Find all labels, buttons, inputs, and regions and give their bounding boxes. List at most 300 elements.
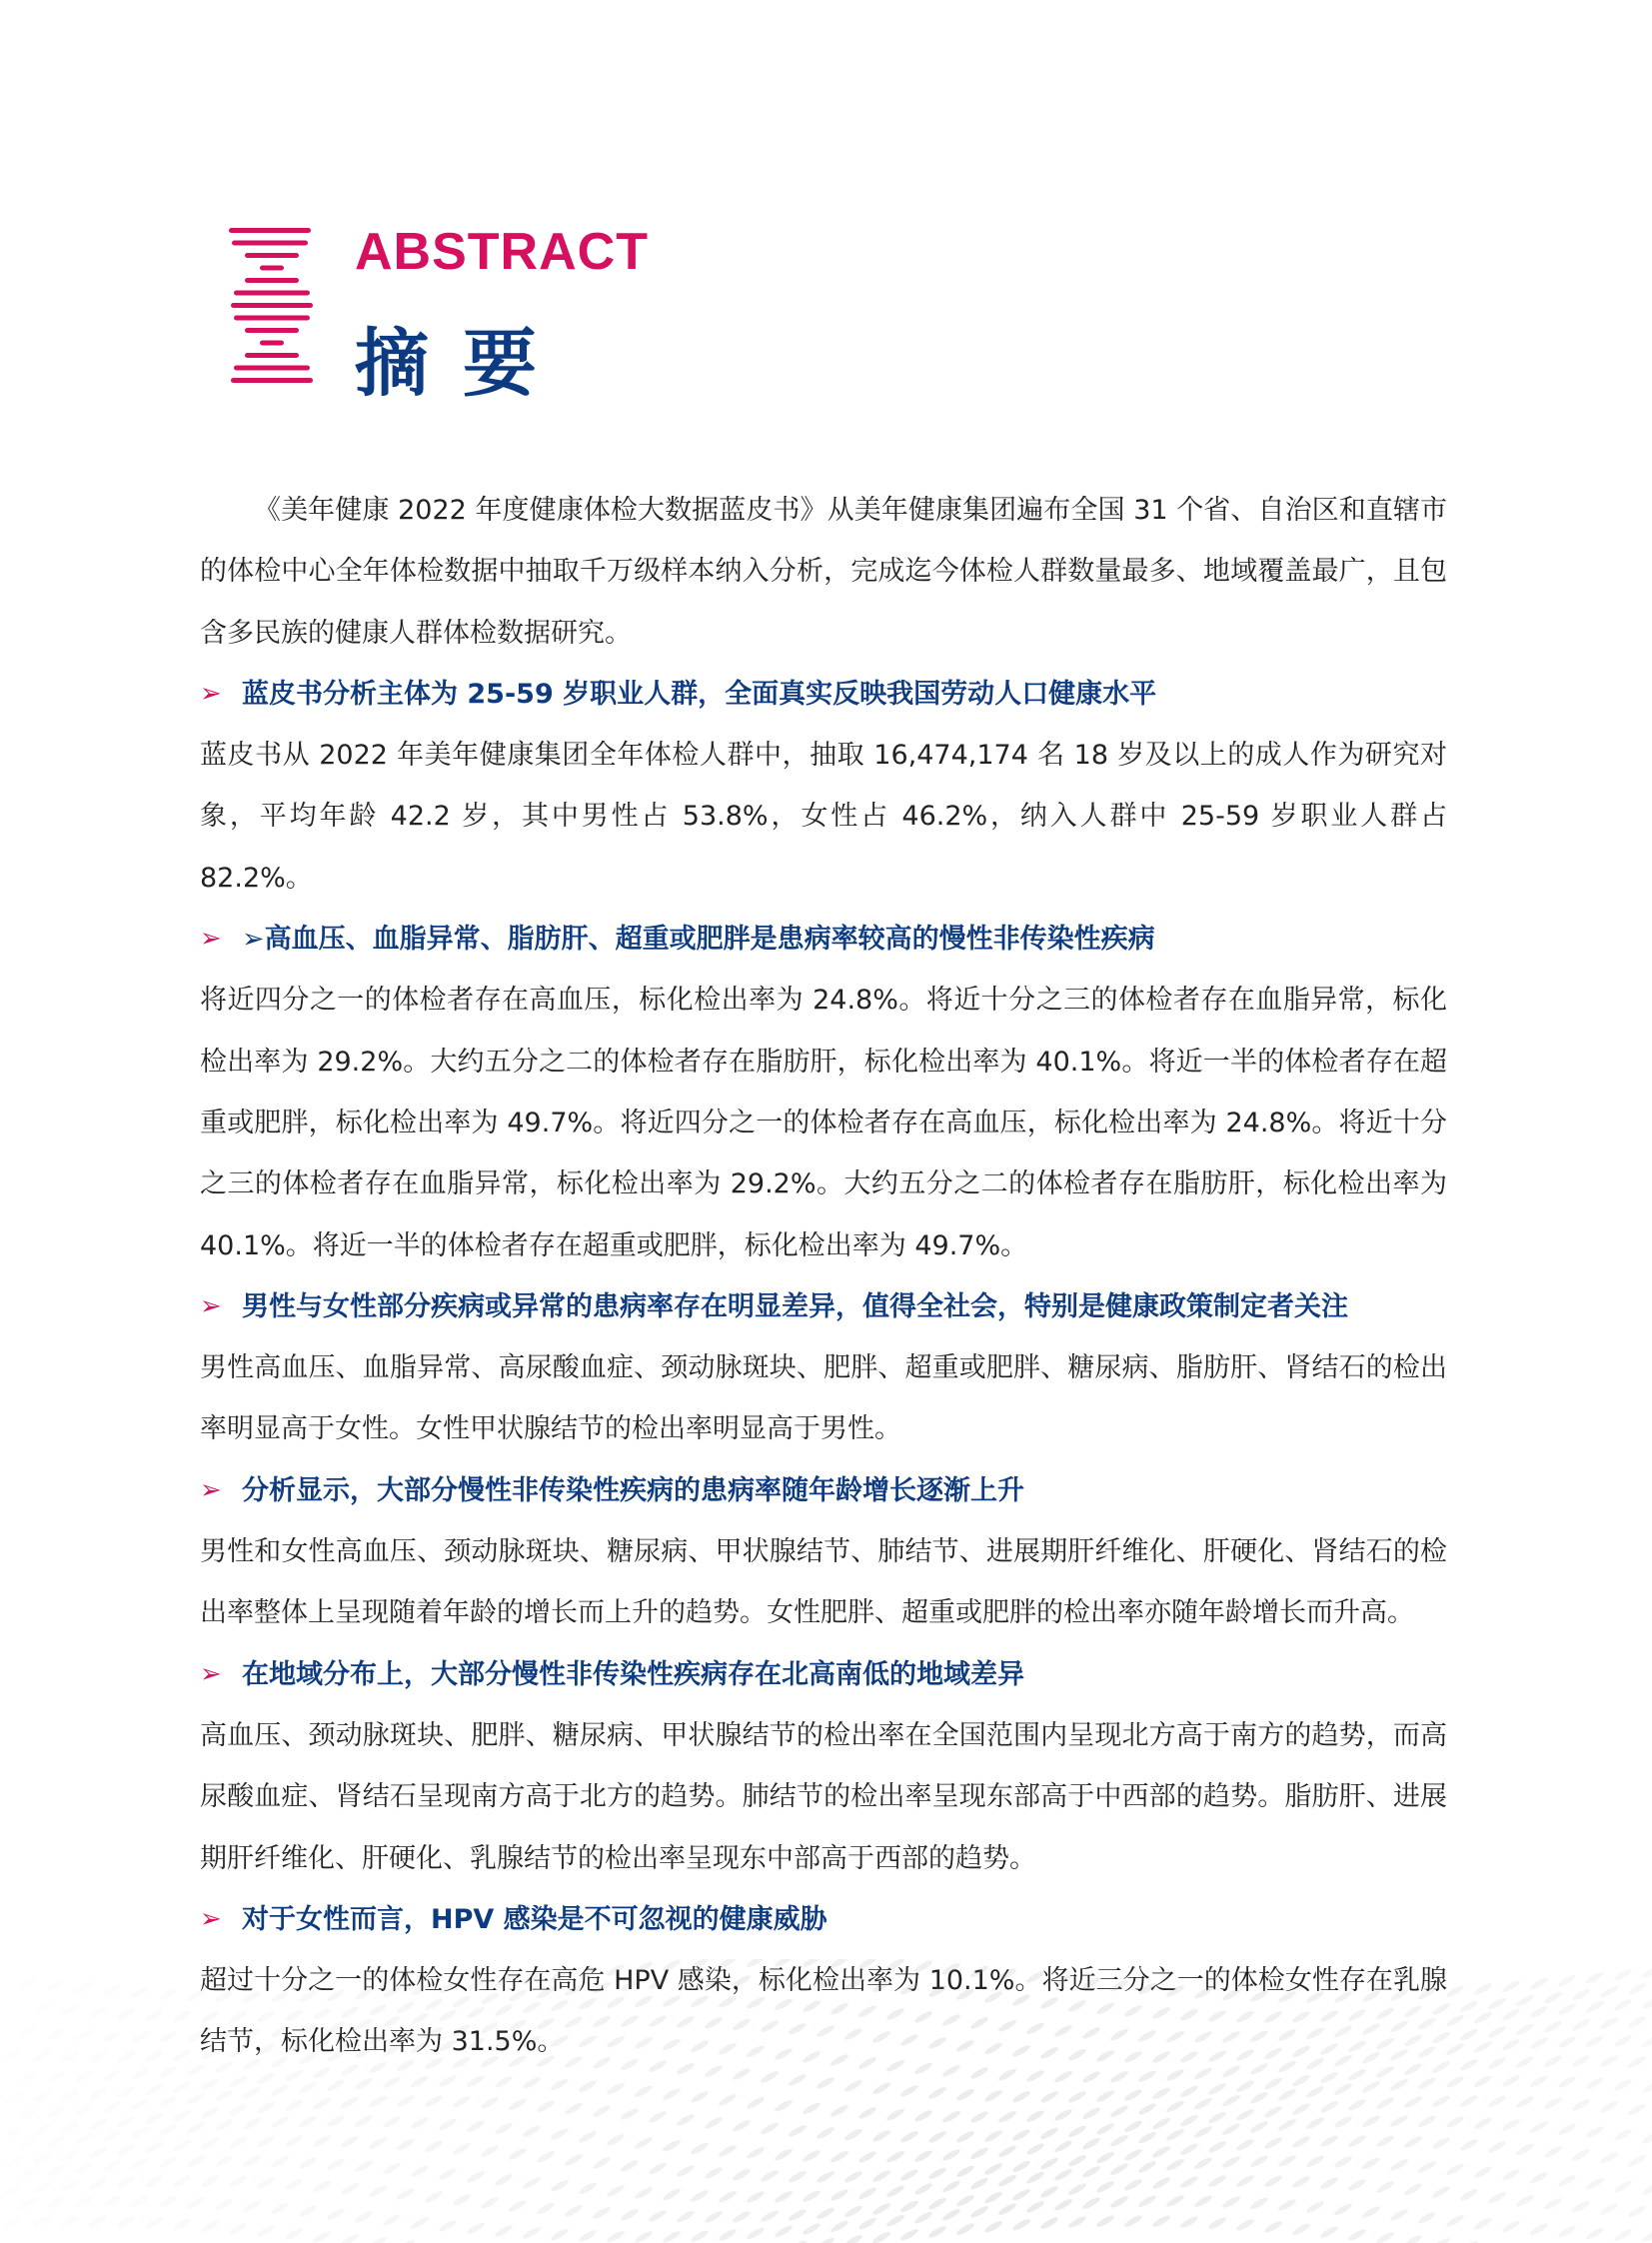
wave-dot: [690, 2188, 710, 2203]
wave-dot: [130, 2097, 150, 2112]
wave-dot: [494, 2074, 514, 2089]
wave-dot: [788, 2123, 808, 2138]
wave-dot: [816, 2236, 835, 2243]
wave-dot: [522, 2075, 542, 2090]
wave-dot: [983, 2219, 1003, 2234]
wave-dot: [1543, 2019, 1563, 2034]
wave-dot: [788, 2207, 808, 2222]
wave-dot: [1599, 1984, 1619, 1999]
wave-dot: [298, 2204, 318, 2219]
wave-dot: [382, 1984, 402, 1999]
wave-dot: [172, 2217, 192, 2232]
wave-dot: [843, 2078, 863, 2093]
wave-dot: [564, 2203, 584, 2218]
wave-dot: [116, 2049, 136, 2064]
wave-dot: [74, 2102, 94, 2117]
wave-dot: [1431, 2184, 1451, 2199]
wave-dot: [1109, 2194, 1129, 2209]
wave-dot: [1445, 2074, 1465, 2089]
wave-dot: [634, 2229, 654, 2243]
wave-dot: [1067, 2124, 1087, 2139]
wave-dot: [270, 2024, 290, 2039]
wave-dot: [1543, 2196, 1563, 2211]
wave-dot: [704, 2165, 724, 2180]
arrow-bullet-icon: ➢: [200, 1290, 222, 1321]
wave-dot: [74, 2194, 94, 2209]
wave-dot: [1137, 2069, 1157, 2084]
wave-dot: [774, 1997, 794, 2012]
wave-dot: [550, 2033, 570, 2048]
wave-dot: [606, 2132, 626, 2147]
wave-dot: [1389, 2019, 1409, 2034]
wave-dot: [1305, 2056, 1325, 2071]
wave-dot: [1333, 2202, 1353, 2217]
wave-dot: [494, 1974, 514, 1989]
wave-dot: [1515, 2054, 1535, 2069]
wave-dot: [843, 2026, 863, 2041]
wave-dot: [969, 2109, 989, 2124]
wave-dot: [1137, 2159, 1157, 2174]
wave-dot: [1613, 2077, 1633, 2092]
wave-dot: [829, 2052, 849, 2067]
wave-dot: [1179, 2142, 1199, 2157]
wave-dot: [1123, 2049, 1143, 2064]
wave-dot: [1417, 2159, 1437, 2174]
wave-dot: [1207, 2139, 1227, 2154]
wave-dot: [1389, 2113, 1409, 2128]
wave-dot: [18, 2106, 38, 2121]
wave-dot: [1627, 2054, 1647, 2069]
wave-dot: [46, 2069, 66, 2084]
wave-dot: [102, 2158, 122, 2173]
wave-dot: [1305, 2084, 1325, 2099]
wave-dot: [732, 2118, 752, 2133]
wave-dot: [256, 2100, 276, 2115]
wave-dot: [298, 2155, 318, 2170]
wave-dot: [396, 2137, 416, 2152]
wave-dot: [983, 2129, 1003, 2144]
wave-dot: [1571, 2147, 1591, 2162]
wave-dot: [606, 2229, 626, 2243]
wave-dot: [1151, 2214, 1171, 2229]
wave-dot: [144, 2049, 164, 2064]
wave-dot: [508, 2146, 528, 2161]
wave-dot: [1039, 2156, 1059, 2171]
wave-dot: [1571, 1987, 1591, 2002]
wave-dot: [1151, 2086, 1171, 2101]
wave-dot: [1347, 2039, 1367, 2054]
wave-dot: [1319, 2009, 1339, 2024]
wave-dot: [1431, 2136, 1451, 2151]
wave-dot: [899, 2129, 919, 2144]
wave-dot: [228, 2074, 248, 2089]
wave-dot: [983, 2190, 1003, 2205]
wave-dot: [1431, 2059, 1451, 2074]
wave-dot: [1599, 2054, 1619, 2069]
wave-dot: [1529, 2004, 1549, 2019]
wave-dot: [424, 2094, 444, 2109]
wave-dot: [913, 2108, 933, 2123]
wave-dot: [1053, 2139, 1073, 2154]
wave-dot: [816, 2075, 835, 2090]
wave-dot: [1081, 2106, 1101, 2121]
wave-dot: [899, 2199, 919, 2214]
wave-dot: [1263, 2136, 1283, 2151]
wave-dot: [941, 2207, 961, 2222]
wave-dot: [410, 2040, 430, 2055]
wave-dot: [74, 2028, 94, 2043]
wave-dot: [270, 2201, 290, 2216]
wave-dot: [172, 2173, 192, 2188]
section-heading: [200, 1460, 1447, 1521]
wave-dot: [368, 2235, 388, 2243]
wave-dot: [1151, 2049, 1171, 2064]
wave-dot: [1025, 2068, 1045, 2083]
wave-dot: [802, 2049, 822, 2064]
wave-dot: [452, 2192, 472, 2207]
section-heading: [200, 1889, 1447, 1950]
wave-dot: [186, 2091, 206, 2106]
wave-dot: [410, 2074, 430, 2089]
wave-dot: [1599, 2016, 1619, 2031]
wave-dot: [662, 1959, 682, 1973]
wave-dot: [60, 2120, 80, 2135]
wave-dot: [704, 2115, 724, 2130]
wave-dot: [1557, 2002, 1577, 2017]
wave-dot: [746, 1995, 766, 2010]
wave-dot: [424, 2025, 444, 2040]
section-body: 将近四分之一的体检者存在高血压，标化检出率为 24.8%。将近十分之三的体检者存在血脂异常，标化检出率为 29.2%。大约五分之二的体检者存在脂肪肝，标化检出率为 40.1%。将近一半的体检者存在超重或肥胖，标化检出率为 49.7%。将近四分之一的体检者存在高血压，标化检出率为 24.8%。将近十分之三的体检者存在血脂异常，标化检出率为 29.2%。大约五分之二的体检者存在脂肪肝，标化检出率为 40.1%。将近一半的体检者存在超重或肥胖，标化检出率为 49.7%。: [200, 985, 1447, 1261]
wave-dot: [298, 2022, 318, 2037]
wave-dot: [1641, 2079, 1652, 2094]
wave-dot: [829, 2149, 849, 2164]
wave-dot: [899, 1981, 919, 1996]
wave-dot: [270, 2082, 290, 2097]
wave-dot: [1025, 2109, 1045, 2124]
wave-dot: [774, 2224, 794, 2239]
wave-dot: [270, 2154, 290, 2169]
wave-dot: [941, 2063, 961, 2078]
wave-dot: [60, 2003, 80, 2018]
wave-dot: [242, 2085, 262, 2100]
wave-dot: [578, 2034, 598, 2049]
wave-dot: [1039, 2216, 1059, 2231]
wave-dot: [1417, 2114, 1437, 2129]
wave-dot: [1501, 2117, 1521, 2132]
wave-dot: [1263, 2104, 1283, 2119]
wave-dot: [969, 2015, 989, 2030]
wave-dot: [1151, 2176, 1171, 2191]
wave-dot: [46, 1977, 66, 1992]
wave-dot: [410, 2011, 430, 2026]
wave-dot: [1375, 2064, 1395, 2079]
wave-dot: [284, 2098, 304, 2113]
wave-dot: [1179, 2174, 1199, 2189]
wave-dot: [760, 1974, 780, 1989]
wave-dot: [340, 2095, 360, 2110]
wave-dot: [1403, 2004, 1423, 2019]
wave-dot: [452, 2022, 472, 2037]
wave-dot: [60, 2148, 80, 2163]
wave-dot: [88, 2176, 108, 2191]
wave-dot: [480, 2195, 500, 2210]
wave-dot: [466, 2074, 486, 2089]
wave-dot: [634, 1994, 654, 2009]
wave-dot: [1067, 1998, 1087, 2013]
wave-dot: [634, 2084, 654, 2099]
wave-dot: [885, 1959, 905, 1972]
wave-dot: [1557, 2074, 1577, 2089]
wave-dot: [18, 1974, 38, 1989]
wave-dot: [1613, 1967, 1633, 1982]
wave-dot: [1375, 2230, 1395, 2243]
wave-dot: [326, 2206, 346, 2221]
wave-dot: [396, 2058, 416, 2073]
wave-dot: [1613, 2127, 1633, 2142]
wave-dot: [774, 2098, 794, 2113]
wave-dot: [913, 2210, 933, 2225]
wave-dot: [1025, 2021, 1045, 2036]
wave-dot: [1613, 2179, 1633, 2194]
wave-dot: [466, 2036, 486, 2051]
wave-dot: [1361, 2114, 1381, 2129]
wave-dot: [326, 2113, 346, 2128]
wave-dot: [74, 1980, 94, 1995]
wave-dot: [494, 2121, 514, 2136]
wave-dot: [913, 2061, 933, 2076]
wave-dot: [74, 2160, 94, 2175]
wave-dot: [927, 2035, 947, 2050]
wave-dot: [871, 2081, 891, 2096]
wave-dot: [648, 2161, 668, 2176]
wave-dot: [690, 2141, 710, 2156]
wave-dot: [4, 2047, 24, 2062]
wave-dot: [522, 1971, 542, 1986]
wave-dot: [522, 2175, 542, 2190]
wave-dot: [1599, 2150, 1619, 2165]
wave-dot: [1039, 2045, 1059, 2060]
wave-dot: [690, 1994, 710, 2009]
wave-dot: [564, 1982, 584, 1997]
wave-dot: [1501, 2167, 1521, 2182]
wave-dot: [1361, 2204, 1381, 2219]
wave-dot: [1081, 2025, 1101, 2040]
wave-dot: [1305, 2154, 1325, 2169]
wave-dot: [326, 2157, 346, 2172]
wave-dot: [494, 2223, 514, 2238]
wave-dot: [158, 2064, 178, 2079]
abstract-content: [200, 480, 1447, 2073]
wave-dot: [1207, 2216, 1227, 2231]
wave-dot: [186, 2062, 206, 2077]
wave-dot: [1207, 2008, 1227, 2023]
wave-dot: [1501, 2007, 1521, 2022]
wave-dot: [312, 2179, 332, 2194]
wave-dot: [1053, 2023, 1073, 2038]
wave-dot: [690, 2229, 710, 2243]
wave-dot: [536, 1985, 556, 2000]
wave-dot: [1543, 2096, 1563, 2111]
wave-dot: [172, 2080, 192, 2095]
wave-dot: [480, 2144, 500, 2159]
wave-dot: [760, 2019, 780, 2034]
wave-dot: [969, 2176, 989, 2191]
wave-dot: [438, 2008, 458, 2023]
wave-dot: [214, 2153, 234, 2168]
wave-dot: [1067, 2047, 1087, 2062]
wave-dot: [788, 2021, 808, 2036]
wave-dot: [158, 2155, 178, 2170]
wave-dot: [186, 2154, 206, 2169]
wave-dot: [116, 2214, 136, 2229]
wave-dot: [214, 2118, 234, 2133]
wave-dot: [1515, 2022, 1535, 2037]
wave-dot: [186, 2029, 206, 2044]
wave-dot: [578, 2079, 598, 2094]
wave-dot: [704, 1974, 724, 1989]
wave-dot: [1557, 1973, 1577, 1988]
wave-dot: [298, 2051, 318, 2066]
wave-dot: [760, 2069, 780, 2084]
wave-dot: [1249, 2119, 1269, 2134]
wave-dot: [1011, 2159, 1031, 2174]
wave-dot: [899, 2167, 919, 2182]
wave-dot: [1585, 2076, 1605, 2091]
wave-dot: [340, 2181, 360, 2196]
wave-dot: [1417, 1986, 1437, 2001]
wave-dot: [606, 2183, 626, 2198]
wave-dot: [438, 1980, 458, 1995]
wave-dot: [256, 2071, 276, 2086]
wave-dot: [1165, 1983, 1185, 1998]
wave-dot: [410, 2164, 430, 2179]
wave-dot: [1081, 2164, 1101, 2179]
wave-dot: [829, 1959, 849, 1969]
wave-dot: [326, 2020, 346, 2035]
section-body: 超过十分之一的体检女性存在高危 HPV 感染，标化检出率为 10.1%。将近三分之一的体检女性存在乳腺结节，标化检出率为 31.5%。: [200, 1965, 1447, 2058]
wave-dot: [648, 2059, 668, 2074]
wave-dot: [228, 2135, 248, 2150]
wave-dot: [214, 2197, 234, 2212]
wave-dot: [1123, 2213, 1143, 2228]
wave-dot: [116, 2084, 136, 2099]
wave-dot: [214, 2088, 234, 2103]
wave-dot: [564, 2101, 584, 2116]
wave-dot: [732, 2209, 752, 2224]
wave-dot: [1319, 2134, 1339, 2149]
wave-dot: [1333, 1989, 1353, 2004]
wave-dot: [1585, 2034, 1605, 2049]
wave-dot: [550, 1998, 570, 2013]
arrow-bullet-icon: ➢: [200, 678, 222, 709]
wave-dot: [1529, 2074, 1549, 2089]
wave-dot: [60, 2178, 80, 2193]
wave-dot: [508, 2198, 528, 2213]
wave-dot: [634, 1960, 654, 1975]
wave-dot: [885, 2184, 905, 2199]
wave-dot: [843, 2169, 863, 2184]
wave-dot: [941, 2179, 961, 2194]
wave-dot: [1445, 2162, 1465, 2177]
wave-dot: [1459, 2057, 1479, 2072]
wave-dot: [871, 1979, 891, 1994]
logo-bar: [234, 316, 310, 321]
wave-dot: [955, 2038, 975, 2053]
wave-dot: [899, 2083, 919, 2098]
wave-dot: [536, 2054, 556, 2069]
wave-dot: [1557, 2122, 1577, 2137]
wave-dot: [130, 2066, 150, 2081]
wave-dot: [927, 2224, 947, 2239]
wave-dot: [899, 2032, 919, 2047]
wave-dot: [746, 2145, 766, 2160]
wave-dot: [788, 2239, 808, 2243]
wave-dot: [536, 2099, 556, 2114]
wave-dot: [32, 2180, 52, 2195]
wave-dot: [18, 2196, 38, 2211]
wave-dot: [74, 2069, 94, 2084]
wave-dot: [871, 2128, 891, 2143]
wave-dot: [1179, 2214, 1199, 2229]
wave-dot: [1319, 2224, 1339, 2239]
wave-dot: [955, 2164, 975, 2179]
wave-dot: [452, 2055, 472, 2070]
wave-dot: [1375, 2179, 1395, 2194]
wave-dot: [116, 2175, 136, 2190]
wave-dot: [1529, 1976, 1549, 1991]
wave-dot: [1375, 2006, 1395, 2021]
wave-dot: [4, 2215, 24, 2230]
wave-dot: [634, 2035, 654, 2050]
title-en: ABSTRACT: [355, 223, 649, 281]
wave-dot: [1291, 2134, 1311, 2149]
wave-dot: [1431, 2236, 1451, 2243]
wave-dot: [1221, 2154, 1241, 2169]
wave-dot: [284, 2133, 304, 2148]
wave-dot: [829, 2187, 849, 2202]
wave-dot: [32, 2151, 52, 2166]
wave-dot: [1277, 1989, 1297, 2004]
wave-dot: [326, 1988, 346, 2003]
wave-dot: [802, 2189, 822, 2204]
wave-dot: [1347, 2177, 1367, 2192]
wave-dot: [634, 2135, 654, 2150]
wave-dot: [788, 2169, 808, 2184]
wave-dot: [788, 2072, 808, 2087]
wave-dot: [340, 2232, 360, 2243]
wave-dot: [522, 2000, 542, 2015]
wave-dot: [1529, 2036, 1549, 2051]
wave-dot: [1291, 2222, 1311, 2237]
wave-dot: [1011, 2089, 1031, 2104]
wave-dot: [857, 2055, 877, 2070]
wave-dot: [1067, 2214, 1087, 2229]
wave-dot: [1389, 2077, 1409, 2092]
wave-dot: [186, 2195, 206, 2210]
wave-dot: [172, 2009, 192, 2024]
wave-dot: [172, 2138, 192, 2153]
wave-dot: [1305, 2026, 1325, 2041]
wave-dot: [1109, 2027, 1129, 2042]
wave-dot: [927, 1984, 947, 1999]
wave-dot: [746, 2095, 766, 2110]
wave-dot: [718, 1994, 738, 2009]
logo-bar: [232, 241, 308, 246]
wave-dot: [550, 2077, 570, 2092]
wave-dot: [4, 2089, 24, 2104]
wave-dot: [1361, 2050, 1381, 2065]
wave-dot: [1347, 2097, 1367, 2112]
